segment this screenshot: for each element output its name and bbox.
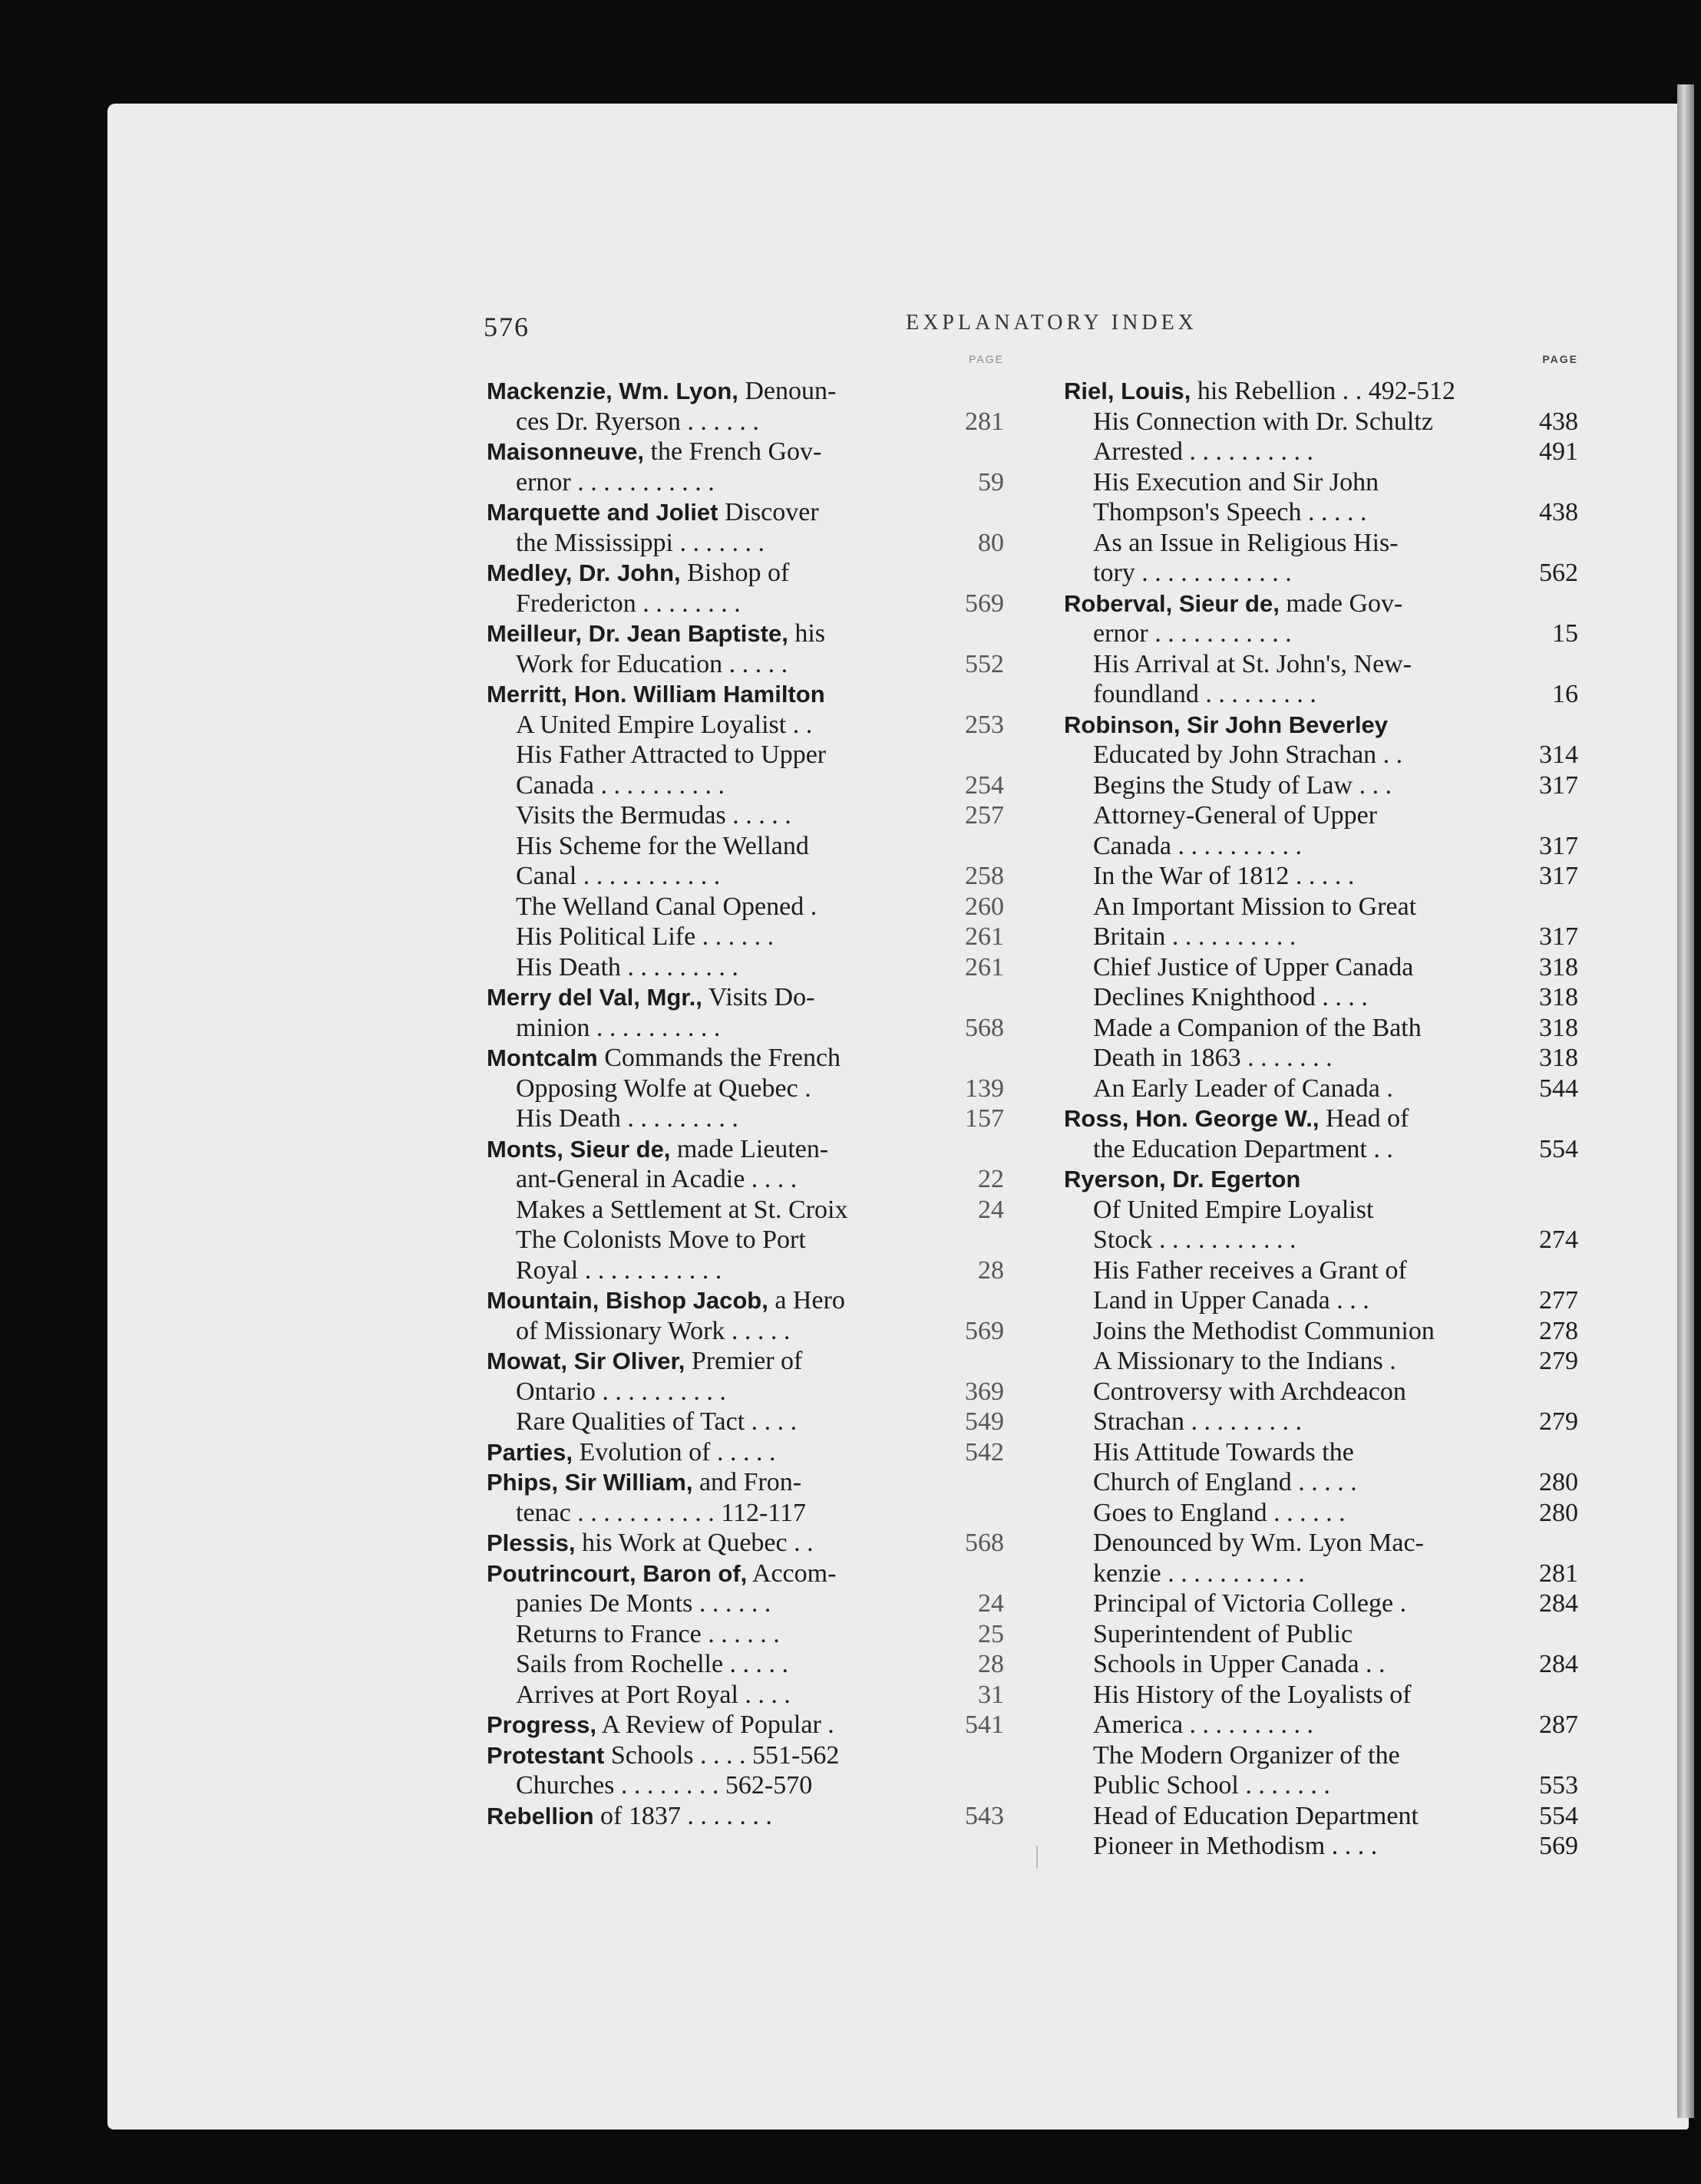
index-entry — [487, 1043, 996, 1074]
entry-text: Educated by John Strachan . . — [1093, 741, 1403, 769]
index-subentry — [1064, 1559, 1578, 1589]
index-subentry — [487, 1074, 1004, 1104]
page-reference: 491 — [1539, 437, 1578, 466]
page-reference: 24 — [978, 1195, 1004, 1224]
page-reference: 318 — [1539, 1013, 1578, 1042]
index-entry — [487, 1801, 1004, 1832]
page-reference: 549 — [965, 1407, 1004, 1436]
entry-heading: Ryerson, Dr. Egerton — [1064, 1166, 1301, 1193]
index-subentry — [487, 407, 1004, 437]
entry-heading: Protestant — [487, 1741, 605, 1769]
index-entry — [487, 982, 996, 1013]
index-entries-left — [487, 376, 1004, 1831]
page-reference: 569 — [965, 589, 1004, 618]
page-reference: 15 — [1552, 619, 1578, 648]
index-subentry — [487, 1770, 996, 1801]
entry-text: foundland . . . . . . . . . — [1093, 680, 1316, 708]
entry-heading: Meilleur, Dr. Jean Baptiste, — [487, 620, 788, 647]
index-entry — [487, 619, 996, 649]
entry-text: Canada . . . . . . . . . . — [516, 770, 725, 800]
page-reference: 281 — [965, 407, 1004, 436]
entry-heading: Robinson, Sir John Beverley — [1064, 711, 1389, 738]
index-subentry — [1064, 1770, 1578, 1801]
entry-text: tory . . . . . . . . . . . . — [1093, 559, 1292, 587]
entry-text: Head of — [1319, 1104, 1409, 1133]
entry-heading: Medley, Dr. John, — [487, 559, 681, 586]
index-subentry — [487, 800, 1004, 831]
entry-text: of 1837 . . . . . . . — [593, 1801, 772, 1830]
entry-text: Commands the French — [597, 1044, 841, 1072]
entry-text: Makes a Settlement at St. Croix — [516, 1195, 848, 1224]
entry-heading: Mountain, Bishop Jacob, — [487, 1287, 768, 1314]
column-page-label: PAGE — [1542, 353, 1578, 365]
entry-heading: Merritt, Hon. William Hamilton — [487, 681, 825, 708]
index-subentry — [487, 1407, 1004, 1437]
entry-text: An Early Leader of Canada . — [1093, 1074, 1393, 1103]
index-entry — [487, 437, 996, 467]
index-subentry — [487, 1377, 1004, 1407]
page-reference: 569 — [1539, 1832, 1578, 1860]
entry-heading: Poutrincourt, Baron of, — [487, 1559, 748, 1587]
index-subentry — [487, 1316, 1004, 1347]
index-subentry — [1064, 800, 1578, 831]
page-reference: 253 — [965, 710, 1004, 739]
entry-text: His Father receives a Grant of — [1093, 1255, 1407, 1285]
entry-text: His Attitude Towards the — [1093, 1437, 1354, 1466]
index-subentry — [1064, 1528, 1578, 1559]
index-subentry — [1064, 1013, 1578, 1044]
index-subentry — [487, 1104, 1004, 1134]
entry-text: the Mississippi . . . . . . . — [516, 528, 765, 557]
column-page-label: PAGE — [969, 353, 1004, 365]
entry-text: Denounced by Wm. Lyon Mac- — [1093, 1529, 1424, 1557]
page-reference: 24 — [978, 1589, 1004, 1618]
entry-text: Evolution of . . . . . — [573, 1437, 776, 1466]
index-subentry — [1064, 1255, 1578, 1286]
index-subentry — [1064, 952, 1578, 983]
index-entry — [487, 376, 996, 407]
entry-text: Public School . . . . . . . — [1093, 1771, 1330, 1800]
entry-text: His History of the Loyalists of — [1093, 1680, 1412, 1709]
entry-text: Schools . . . . 551-562 — [604, 1740, 840, 1770]
index-entry — [487, 1134, 996, 1165]
entry-text: Principal of Victoria College . — [1093, 1589, 1407, 1618]
page-reference: 258 — [965, 862, 1004, 890]
entry-text: Strachan . . . . . . . . . — [1093, 1407, 1302, 1436]
entry-text: Chief Justice of Upper Canada — [1093, 952, 1414, 981]
entry-heading: Monts, Sieur de, — [487, 1135, 671, 1163]
index-subentry — [1064, 407, 1578, 437]
page-reference: 281 — [1539, 1559, 1578, 1588]
page-reference: 280 — [1539, 1498, 1578, 1527]
entry-text: and Fron- — [692, 1468, 802, 1496]
entry-heading: Progress, — [487, 1711, 597, 1738]
index-subentry — [1064, 619, 1578, 649]
page-reference: 261 — [965, 952, 1004, 981]
page-reference: 317 — [1539, 831, 1578, 860]
index-subentry — [1064, 982, 1578, 1013]
entry-text: his Rebellion . . 492-512 — [1191, 377, 1456, 405]
index-subentry — [1064, 1649, 1578, 1680]
page-reference: 554 — [1539, 1134, 1578, 1163]
page-reference: 59 — [978, 467, 1004, 497]
entry-text: ernor . . . . . . . . . . . — [1093, 619, 1292, 648]
page-reference: 317 — [1539, 770, 1578, 800]
entry-text: Discover — [718, 498, 819, 526]
index-entry — [487, 1710, 1004, 1740]
index-subentry — [487, 1164, 1004, 1195]
index-subentry — [487, 710, 1004, 741]
entry-text: Premier of — [685, 1347, 803, 1375]
column-gutter-mark — [1036, 1846, 1038, 1869]
page-reference: 554 — [1539, 1801, 1578, 1830]
index-subentry — [1064, 1467, 1578, 1498]
entry-text: Royal . . . . . . . . . . . — [516, 1255, 722, 1285]
entry-text: His Arrival at St. John's, New- — [1093, 649, 1412, 678]
entry-text: a Hero — [768, 1286, 845, 1315]
page-reference: 568 — [965, 1529, 1004, 1557]
index-entry — [487, 1467, 996, 1498]
entry-text: Arrives at Port Royal . . . . — [516, 1680, 791, 1709]
entry-text: Controversy with Archdeacon — [1093, 1377, 1406, 1406]
index-subentry — [1064, 892, 1578, 922]
entry-text: A Missionary to the Indians . — [1093, 1347, 1396, 1375]
index-subentry — [1064, 1740, 1578, 1771]
entry-text: Fredericton . . . . . . . . — [516, 589, 741, 618]
page-edge — [1677, 84, 1694, 2118]
entry-text: The Welland Canal Opened . — [516, 892, 817, 921]
index-subentry — [487, 467, 1004, 498]
index-subentry — [1064, 1437, 1578, 1468]
entry-text: Stock . . . . . . . . . . . — [1093, 1226, 1296, 1254]
index-entry — [487, 558, 996, 589]
entry-text: Churches . . . . . . . . 562-570 — [516, 1771, 813, 1800]
index-entry — [487, 1346, 996, 1377]
entry-text: Arrested . . . . . . . . . . — [1093, 437, 1314, 466]
index-subentry — [1064, 1680, 1578, 1711]
page-reference: 260 — [965, 892, 1004, 921]
index-entry — [487, 1528, 1004, 1559]
page-reference: 317 — [1539, 922, 1578, 951]
entry-text: Of United Empire Loyalist — [1093, 1195, 1374, 1224]
page-reference: 553 — [1539, 1771, 1578, 1800]
page-reference: 318 — [1539, 983, 1578, 1011]
entry-text: his Work at Quebec . . — [575, 1529, 814, 1557]
page-reference: 25 — [978, 1619, 1004, 1648]
index-subentry — [1064, 467, 1578, 498]
page-reference: 139 — [965, 1074, 1004, 1103]
index-subentry — [487, 1680, 1004, 1711]
index-subentry — [1064, 1498, 1578, 1529]
entry-heading: Maisonneuve, — [487, 438, 644, 465]
entry-text: Head of Education Department — [1093, 1801, 1419, 1830]
entry-text: Accom- — [747, 1559, 837, 1588]
index-subentry — [487, 1195, 1004, 1226]
entry-text: Work for Education . . . . . — [516, 649, 788, 678]
index-subentry — [1064, 1831, 1578, 1862]
index-subentry — [487, 770, 1004, 801]
index-subentry — [1064, 1377, 1578, 1407]
page-reference: 257 — [965, 801, 1004, 830]
index-subentry — [487, 922, 1004, 952]
entry-text: Bishop of — [680, 559, 790, 587]
entry-text: Visits the Bermudas . . . . . — [516, 801, 791, 830]
page-reference: 438 — [1539, 407, 1578, 436]
index-subentry — [1064, 831, 1578, 862]
page-reference: 277 — [1539, 1286, 1578, 1315]
entry-heading: Plessis, — [487, 1529, 576, 1556]
entry-text: The Colonists Move to Port — [516, 1226, 806, 1254]
index-subentry — [487, 589, 1004, 619]
page-reference: 261 — [965, 922, 1004, 951]
entry-text: Goes to England . . . . . . — [1093, 1498, 1346, 1527]
entry-heading: Merry del Val, Mgr., — [487, 984, 702, 1011]
index-subentry — [1064, 770, 1578, 801]
entry-text: Visits Do- — [702, 983, 815, 1011]
index-subentry — [1064, 1195, 1578, 1226]
page-reference: 279 — [1539, 1407, 1578, 1436]
entry-heading: Mowat, Sir Oliver, — [487, 1348, 685, 1374]
entry-text: Death in 1863 . . . . . . . — [1093, 1044, 1333, 1072]
entry-text: panies De Monts . . . . . . — [516, 1589, 771, 1618]
entry-text: In the War of 1812 . . . . . — [1093, 862, 1355, 890]
index-subentry — [1064, 1134, 1578, 1165]
entry-heading: Parties, — [487, 1438, 573, 1466]
entry-text: Joins the Methodist Communion — [1093, 1316, 1435, 1345]
index-entry — [1064, 376, 1578, 407]
entry-text: An Important Mission to Great — [1093, 892, 1417, 921]
page-reference: 287 — [1539, 1711, 1578, 1739]
index-entry — [487, 497, 996, 528]
entry-text: Thompson's Speech . . . . . — [1093, 498, 1367, 526]
index-entry — [1064, 1104, 1578, 1134]
entry-heading: Ross, Hon. George W., — [1064, 1105, 1320, 1132]
entry-text: ant-General in Acadie . . . . — [516, 1165, 798, 1193]
entry-text: Land in Upper Canada . . . — [1093, 1286, 1369, 1315]
index-entry — [487, 1285, 996, 1316]
page-reference: 22 — [978, 1165, 1004, 1193]
page-reference: 562 — [1539, 559, 1578, 587]
page-reference: 318 — [1539, 1044, 1578, 1072]
entry-text: A United Empire Loyalist . . — [516, 710, 813, 739]
index-subentry — [487, 831, 996, 862]
index-subentry — [487, 952, 1004, 983]
entry-text: Ontario . . . . . . . . . . — [516, 1377, 726, 1406]
entry-text: Britain . . . . . . . . . . — [1093, 922, 1296, 951]
index-entry — [487, 1437, 1004, 1468]
entry-text: ces Dr. Ryerson . . . . . . — [516, 407, 759, 436]
entry-heading: Phips, Sir William, — [487, 1469, 693, 1496]
index-subentry — [1064, 558, 1578, 589]
index-subentry — [1064, 1710, 1578, 1740]
index-entry — [1064, 710, 1578, 741]
index-subentry — [1064, 740, 1578, 770]
entry-text: Returns to France . . . . . . — [516, 1619, 780, 1648]
page-reference: 543 — [965, 1801, 1004, 1830]
page-reference: 438 — [1539, 498, 1578, 526]
page-reference: 16 — [1552, 680, 1578, 708]
entry-text: His Connection with Dr. Schultz — [1093, 407, 1433, 436]
index-subentry — [1064, 1407, 1578, 1437]
index-entry — [1064, 589, 1578, 619]
index-subentry — [487, 528, 1004, 559]
index-subentry — [1064, 679, 1578, 710]
index-subentry — [1064, 861, 1578, 892]
entry-text: the French Gov- — [644, 437, 822, 466]
index-subentry — [487, 740, 996, 770]
entry-text: kenzie . . . . . . . . . . . — [1093, 1559, 1305, 1588]
index-entry — [487, 1559, 996, 1589]
index-subentry — [487, 1649, 1004, 1680]
entry-heading: Roberval, Sieur de, — [1064, 589, 1280, 617]
entry-heading: Riel, Louis, — [1064, 378, 1191, 404]
page-reference: 278 — [1539, 1316, 1578, 1345]
entry-text: of Missionary Work . . . . . — [516, 1316, 791, 1345]
index-subentry — [1064, 497, 1578, 528]
index-entry — [487, 1740, 996, 1771]
page-reference: 552 — [965, 649, 1004, 678]
entry-text: Rare Qualities of Tact . . . . — [516, 1407, 798, 1436]
entry-text: The Modern Organizer of the — [1093, 1740, 1400, 1770]
page-reference: 568 — [965, 1013, 1004, 1042]
index-subentry — [487, 861, 1004, 892]
page-reference: 28 — [978, 1650, 1004, 1678]
entry-text: America . . . . . . . . . . — [1093, 1711, 1314, 1739]
entry-text: His Political Life . . . . . . — [516, 922, 775, 951]
entry-text: A Review of Popular . — [596, 1711, 834, 1739]
page-reference: 541 — [965, 1711, 1004, 1739]
entry-text: made Lieuten- — [670, 1134, 829, 1163]
entry-text: minion . . . . . . . . . . — [516, 1013, 721, 1042]
index-subentry — [487, 1619, 1004, 1650]
index-entries-right — [1064, 376, 1578, 1862]
entry-text: his — [788, 619, 826, 648]
entry-text: tenac . . . . . . . . . . . 112-117 — [516, 1498, 807, 1527]
page-reference: 369 — [965, 1377, 1004, 1406]
entry-text: the Education Department . . — [1093, 1134, 1393, 1163]
index-subentry — [1064, 1346, 1578, 1377]
page-reference: 544 — [1539, 1074, 1578, 1103]
entry-text: Canal . . . . . . . . . . . — [516, 862, 721, 890]
index-subentry — [1064, 922, 1578, 952]
page-reference: 317 — [1539, 862, 1578, 890]
entry-text: Made a Companion of the Bath — [1093, 1013, 1422, 1042]
entry-text: ernor . . . . . . . . . . . — [516, 467, 715, 497]
entry-text: His Death . . . . . . . . . — [516, 1104, 738, 1133]
page-reference: 542 — [965, 1437, 1004, 1466]
index-subentry — [1064, 528, 1578, 559]
index-subentry — [1064, 1285, 1578, 1316]
page-reference: 254 — [965, 770, 1004, 800]
page-reference: 569 — [965, 1316, 1004, 1345]
index-subentry — [1064, 1225, 1578, 1255]
entry-heading: Mackenzie, Wm. Lyon, — [487, 378, 738, 404]
page-number: 576 — [484, 312, 530, 342]
index-subentry — [1064, 1043, 1578, 1074]
entry-text: Attorney-General of Upper — [1093, 801, 1378, 830]
index-entry — [487, 679, 996, 710]
entry-text: His Scheme for the Welland — [516, 831, 809, 860]
index-subentry — [487, 1225, 996, 1255]
index-subentry — [1064, 1801, 1578, 1832]
entry-text: Begins the Study of Law . . . — [1093, 770, 1392, 800]
entry-text: Church of England . . . . . — [1093, 1468, 1357, 1496]
page-reference: 318 — [1539, 952, 1578, 981]
entry-text: Denoun- — [738, 377, 837, 405]
entry-text: Sails from Rochelle . . . . . — [516, 1650, 789, 1678]
entry-text: Superintendent of Public — [1093, 1619, 1353, 1648]
entry-text: Schools in Upper Canada . . — [1093, 1650, 1386, 1678]
page-reference: 314 — [1539, 741, 1578, 769]
page-reference: 157 — [965, 1104, 1004, 1133]
index-subentry — [487, 892, 1004, 922]
entry-heading: Marquette and Joliet — [487, 499, 718, 526]
entry-text: Canada . . . . . . . . . . — [1093, 831, 1302, 860]
page-reference: 80 — [978, 528, 1004, 557]
index-subentry — [1064, 1589, 1578, 1619]
page-reference: 274 — [1539, 1226, 1578, 1254]
index-subentry — [1064, 1316, 1578, 1347]
index-subentry — [487, 1255, 1004, 1286]
entry-text: Declines Knighthood . . . . — [1093, 983, 1368, 1011]
entry-text: His Execution and Sir John — [1093, 467, 1379, 497]
index-subentry — [487, 649, 1004, 680]
entry-text: His Father Attracted to Upper — [516, 741, 827, 769]
page-reference: 284 — [1539, 1650, 1578, 1678]
index-subentry — [487, 1013, 1004, 1044]
entry-text: made Gov- — [1279, 589, 1403, 618]
entry-text: Pioneer in Methodism . . . . — [1093, 1832, 1378, 1860]
index-subentry — [487, 1498, 996, 1529]
page-reference: 279 — [1539, 1347, 1578, 1375]
entry-text: Opposing Wolfe at Quebec . — [516, 1074, 811, 1103]
entry-heading: Rebellion — [487, 1802, 594, 1829]
page-title: EXPLANATORY INDEX — [906, 311, 1197, 335]
page-reference: 28 — [978, 1255, 1004, 1285]
page-reference: 31 — [978, 1680, 1004, 1709]
index-subentry — [1064, 1619, 1578, 1650]
index-entry — [1064, 1164, 1578, 1195]
index-subentry — [1064, 649, 1578, 680]
index-subentry — [1064, 437, 1578, 467]
page-reference: 284 — [1539, 1589, 1578, 1618]
entry-heading: Montcalm — [487, 1044, 598, 1071]
page-reference: 280 — [1539, 1468, 1578, 1496]
entry-text: His Death . . . . . . . . . — [516, 952, 738, 981]
index-subentry — [1064, 1074, 1578, 1104]
entry-text: As an Issue in Religious His- — [1093, 528, 1399, 557]
index-subentry — [487, 1589, 1004, 1619]
